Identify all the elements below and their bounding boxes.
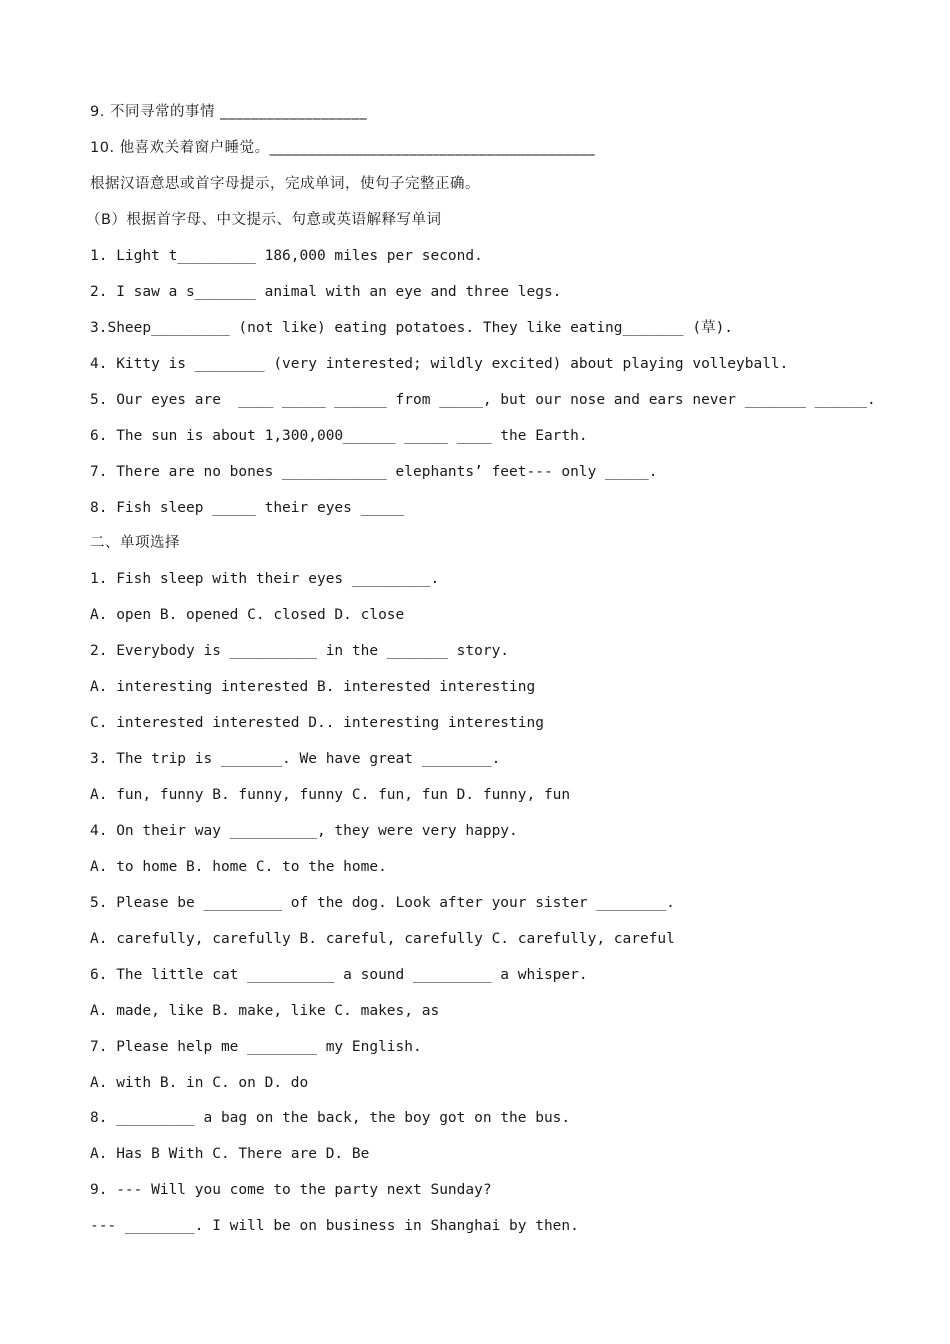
b-question-6: 6. The sun is about 1,300,000______ _____ ____ the Earth. [90, 428, 588, 444]
mc-question-9: 9. --- Will you come to the party next Sunday? [90, 1182, 492, 1198]
b-question-5: 5. Our eyes are ____ _____ ______ from _____, but our nose and ears never _______ ______. [90, 392, 876, 408]
mc-options-7: A. with B. in C. on D. do [90, 1075, 309, 1091]
mc-options-5: A. carefully, carefully B. careful, carefully C. carefully, careful [90, 931, 675, 947]
mc-question-6: 6. The little cat __________ a sound _________ a whisper. [90, 967, 588, 983]
section-instruction: 根据汉语意思或首字母提示，完成单词，使句子完整正确。 [90, 176, 480, 192]
mc-options-2a: A. interesting interested B. interested interesting [90, 679, 536, 695]
mc-question-7: 7. Please help me ________ my English. [90, 1039, 422, 1055]
mc-question-1: 1. Fish sleep with their eyes _________. [90, 571, 440, 587]
mc-question-3: 3. The trip is _______. We have great ________. [90, 751, 501, 767]
mc-question-4: 4. On their way __________, they were very happy. [90, 823, 518, 839]
b-question-1: 1. Light t_________ 186,000 miles per second. [90, 248, 483, 264]
b-question-2: 2. I saw a s_______ animal with an eye and three legs. [90, 284, 562, 300]
b-question-7: 7. There are no bones ____________ elephants’ feet--- only _____. [90, 464, 658, 480]
mc-options-8: A. Has B With C. There are D. Be [90, 1146, 370, 1162]
mc-options-4: A. to home B. home C. to the home. [90, 859, 387, 875]
b-question-3: 3.Sheep_________ (not like) eating potatoes. They like eating_______ (草). [90, 320, 734, 336]
mc-options-1: A. open B. opened C. closed D. close [90, 607, 405, 623]
mc-options-6: A. made, like B. make, like C. makes, as [90, 1003, 440, 1019]
mc-question-5: 5. Please be _________ of the dog. Look after your sister ________. [90, 895, 675, 911]
section-2-heading: 二、单项选择 [90, 535, 180, 551]
item-10-sleep-window: 10. 他喜欢关着窗户睡觉。__________________________________________ [90, 140, 596, 156]
b-question-8: 8. Fish sleep _____ their eyes _____ [90, 500, 405, 516]
mc-question-2: 2. Everybody is __________ in the _______ story. [90, 643, 510, 659]
b-question-4: 4. Kitty is ________ (very interested; wildly excited) about playing volleyball. [90, 356, 789, 372]
mc-options-3: A. fun, funny B. funny, funny C. fun, fun D. funny, fun [90, 787, 571, 803]
item-9-unusual-thing: 9. 不同寻常的事情 ___________________ [90, 104, 368, 120]
mc-question-9-reply: --- ________. I will be on business in Shanghai by then. [90, 1218, 579, 1234]
mc-question-8: 8. _________ a bag on the back, the boy got on the bus. [90, 1110, 571, 1126]
section-b-heading: （B）根据首字母、中文提示、句意或英语解释写单词 [86, 212, 442, 228]
mc-options-2b: C. interested interested D.. interesting interesting [90, 715, 544, 731]
